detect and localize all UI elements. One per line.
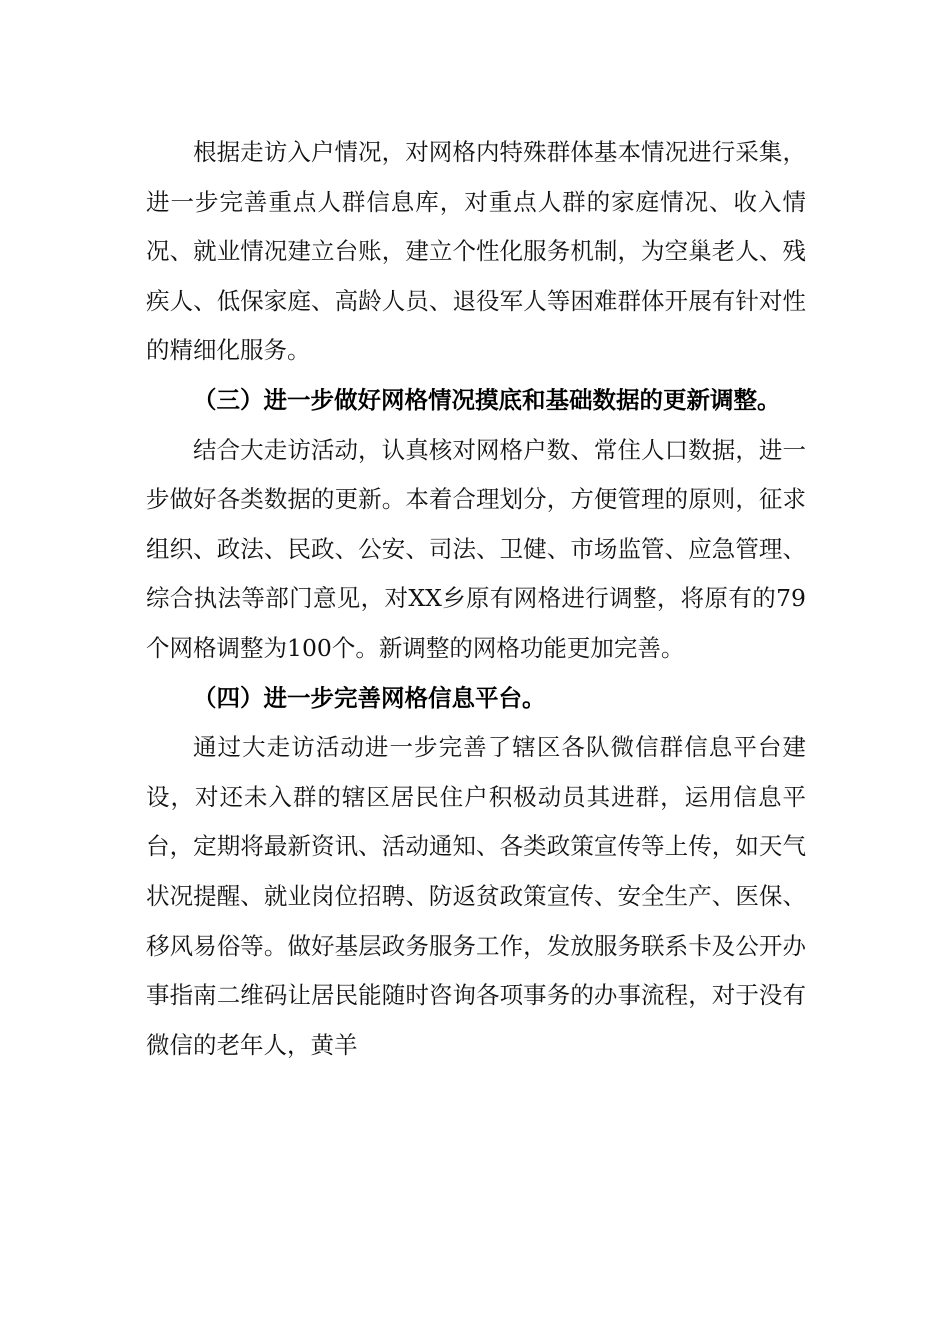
section-heading-4: （四）进一步完善网格信息平台。 [193, 683, 546, 712]
paragraph-grid-data-update: 结合大走访活动，认真核对网格户数、常住人口数据，进一步做好各类数据的更新。本着合理划分，方便管理的原则，征求组织、政法、民政、公安、司法、卫健、市场监管、应急管理、综合执法等部门意见，对XX乡原有网格进行调整，将原有的79个网格调整为100个。新调整的网格功能更加完善。 [146, 435, 806, 662]
paragraph-special-groups: 根据走访入户情况，对网格内特殊群体基本情况进行采集，进一步完善重点人群信息库，对重点人群的家庭情况、收入情况、就业情况建立台账，建立个性化服务机制，为空巢老人、残疾人、低保家庭、高龄人员、退役军人等困难群体开展有针对性的精细化服务。 [146, 138, 806, 365]
paragraph-info-platform: 通过大走访活动进一步完善了辖区各队微信群信息平台建设，对还未入群的辖区居民住户积极动员其进群，运用信息平台，定期将最新资讯、活动通知、各类政策宣传等上传，如天气状况提醒、就业岗位招聘、防返贫政策宣传、安全生产、医保、移风易俗等。做好基层政务服务工作，发放服务联系卡及公开办事指南二维码让居民能随时咨询各项事务的办事流程，对于没有微信的老年人，黄羊 [146, 733, 806, 1059]
section-heading-3: （三）进一步做好网格情况摸底和基础数据的更新调整。 [193, 385, 781, 414]
document-body [146, 128, 806, 1070]
